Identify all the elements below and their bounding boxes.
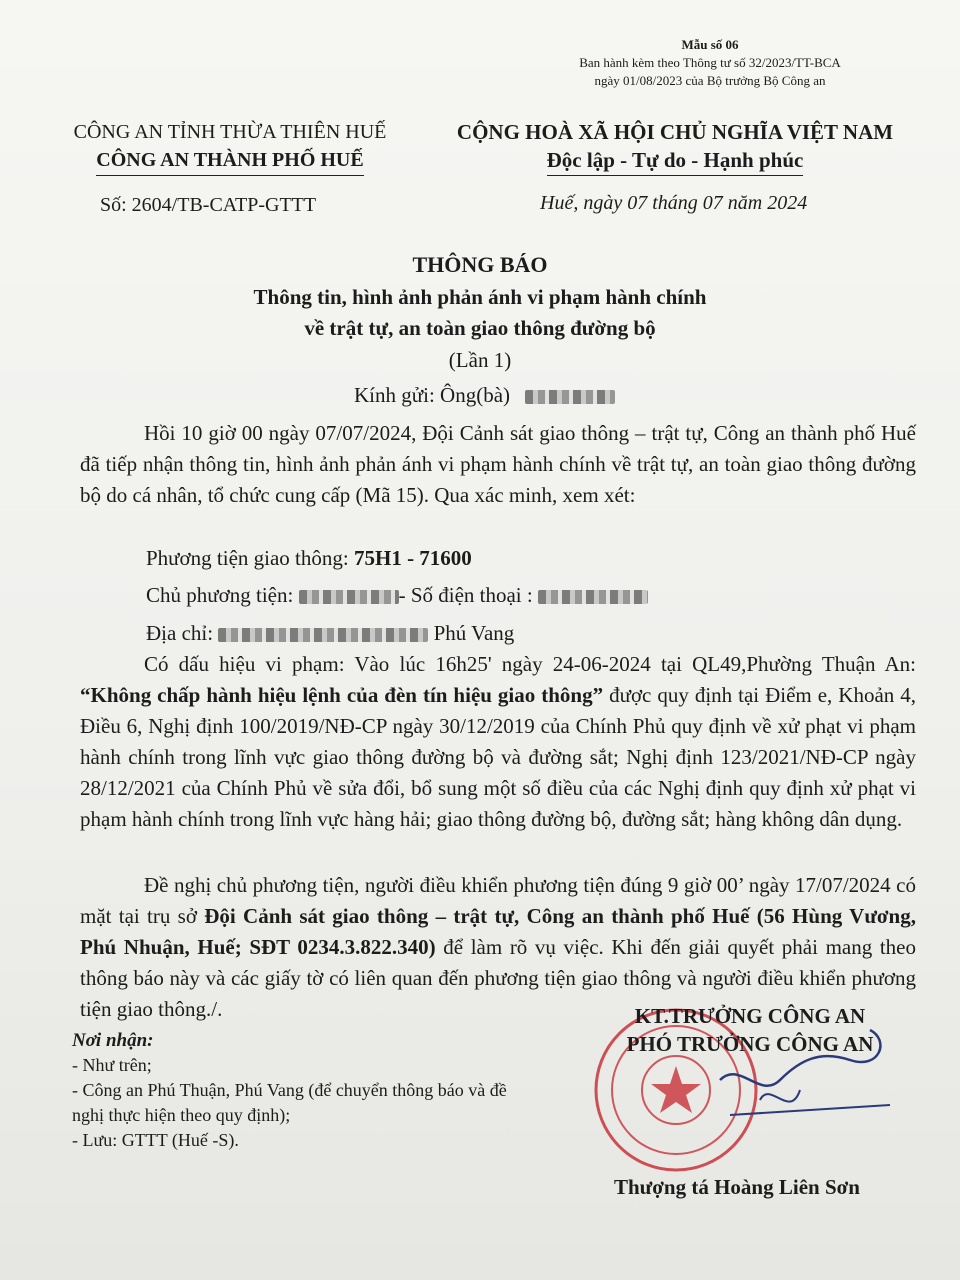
signature-title-1: KT.TRƯỞNG CÔNG AN (634, 1004, 866, 1028)
national-motto: Độc lập - Tự do - Hạnh phúc (547, 146, 804, 176)
form-number: Mẫu số 06 (681, 37, 739, 52)
signature-title-2: PHÓ TRƯỞNG CÔNG AN (626, 1032, 874, 1056)
form-number-block (540, 36, 880, 90)
license-plate: 75H1 - 71600 (353, 546, 472, 570)
owner-label: Chủ phương tiện: (146, 583, 299, 607)
agency-name: CÔNG AN THÀNH PHỐ HUẾ (96, 146, 363, 176)
addressee-line (354, 383, 615, 408)
recipient-item: - Công an Phú Thuận, Phú Vang (để chuyển thông báo và đề nghị thực hiện theo quy định); (72, 1080, 507, 1125)
intro-paragraph: Hồi 10 giờ 00 ngày 07/07/2024, Đội Cảnh sát giao thông – trật tự, Công an thành phố Huế đã tiếp nhận thông tin, hình ảnh phản ánh vi phạm hành chính về trật tự, an toàn giao thông đường bộ do cá nhân, tổ chức cung cấp (Mã 15). Qua xác minh, xem xét: (80, 421, 916, 507)
phone-label: - Số điện thoại : (398, 583, 538, 607)
recipient-item: - Lưu: GTTT (Huế -S). (72, 1130, 239, 1150)
body-text (80, 418, 916, 511)
document-title: THÔNG BÁO (412, 252, 548, 277)
subtitle-line-1: Thông tin, hình ảnh phản ánh vi phạm hành chính (253, 285, 707, 309)
notice-round: (Lần 1) (448, 348, 512, 372)
national-header (430, 118, 920, 176)
form-issue-date-line: ngày 01/08/2023 của Bộ trưởng Bộ Công an (594, 73, 826, 88)
redacted-address (218, 628, 428, 642)
request-text-1: Đề nghị chủ phương tiện, người điều khiển phương tiện đúng 9 giờ 00’ ngày 17/07/2024 có mặt tại trụ sở (80, 873, 916, 928)
redacted-owner (299, 590, 399, 604)
violation-intro: Có dấu hiệu vi phạm: Vào lúc 16h25' ngày 24-06-2024 tại QL49,Phường Thuận An: (144, 652, 916, 676)
request-text-2: để làm rõ vụ việc. Khi đến giải quyết phải mang theo thông báo này và các giấy tờ có liên quan đến phương tiện giao thông và người điều khiển phương tiện giao thông./. (80, 935, 917, 1021)
violation-legal-basis: được quy định tại Điểm e, Khoản 4, Điều 6, Nghị định 100/2019/NĐ-CP ngày 30/12/2019 của Chính Phủ quy định về xử phạt vi phạm hành chính trong lĩnh vực giao thông đường bộ và đường sắt; Nghị định 123/2021/NĐ-CP ngày 28/12/2021 của Chính Phủ về sửa đổi, bổ sung một số điều của các Nghị định quy định xử phạt vi phạm hành chính trong lĩnh vực hàng hải; giao thông đường bộ, đường sắt; hàng không dân dụng. (80, 683, 916, 831)
recipient-item: - Như trên; (72, 1055, 152, 1075)
violation-act: “Không chấp hành hiệu lệnh của đèn tín hiệu giao thông” (80, 683, 604, 707)
address-label: Địa chỉ: (146, 621, 219, 645)
national-title: CỘNG HOÀ XÃ HỘI CHỦ NGHĨA VIỆT NAM (456, 120, 894, 144)
owner-line (80, 580, 916, 611)
addressee-label: Kính gửi: Ông(bà) (354, 383, 511, 407)
redacted-phone (538, 590, 648, 604)
request-office: Đội Cảnh sát giao thông – trật tự, Công an thành phố Huế (56 Hùng Vương, Phú Nhuận, Huế; SĐT 0234.3.822.340) (80, 904, 916, 959)
subtitle-line-2: về trật tự, an toàn giao thông đường bộ (304, 316, 656, 340)
address-line (80, 618, 916, 649)
violation-paragraph (80, 649, 916, 835)
issuing-agency (40, 118, 420, 176)
signer-name: Thượng tá Hoàng Liên Sơn (614, 1175, 860, 1199)
document-number: Số: 2604/TB-CATP-GTTT (100, 194, 317, 216)
vehicle-line (80, 543, 916, 574)
document-date: Huế, ngày 07 tháng 07 năm 2024 (540, 192, 808, 214)
recipients-heading: Nơi nhận: (72, 1030, 154, 1051)
recipients-block (72, 1028, 542, 1153)
address-district: Phú Vang (428, 621, 515, 645)
signature-block (600, 1002, 900, 1058)
vehicle-label: Phương tiện giao thông: (146, 546, 354, 570)
document-subtitle (0, 282, 960, 344)
redacted-name (525, 390, 615, 404)
agency-parent: CÔNG AN TỈNH THỪA THIÊN HUẾ (73, 121, 387, 143)
form-issue-line: Ban hành kèm theo Thông tư số 32/2023/TT-BCA (579, 55, 841, 70)
